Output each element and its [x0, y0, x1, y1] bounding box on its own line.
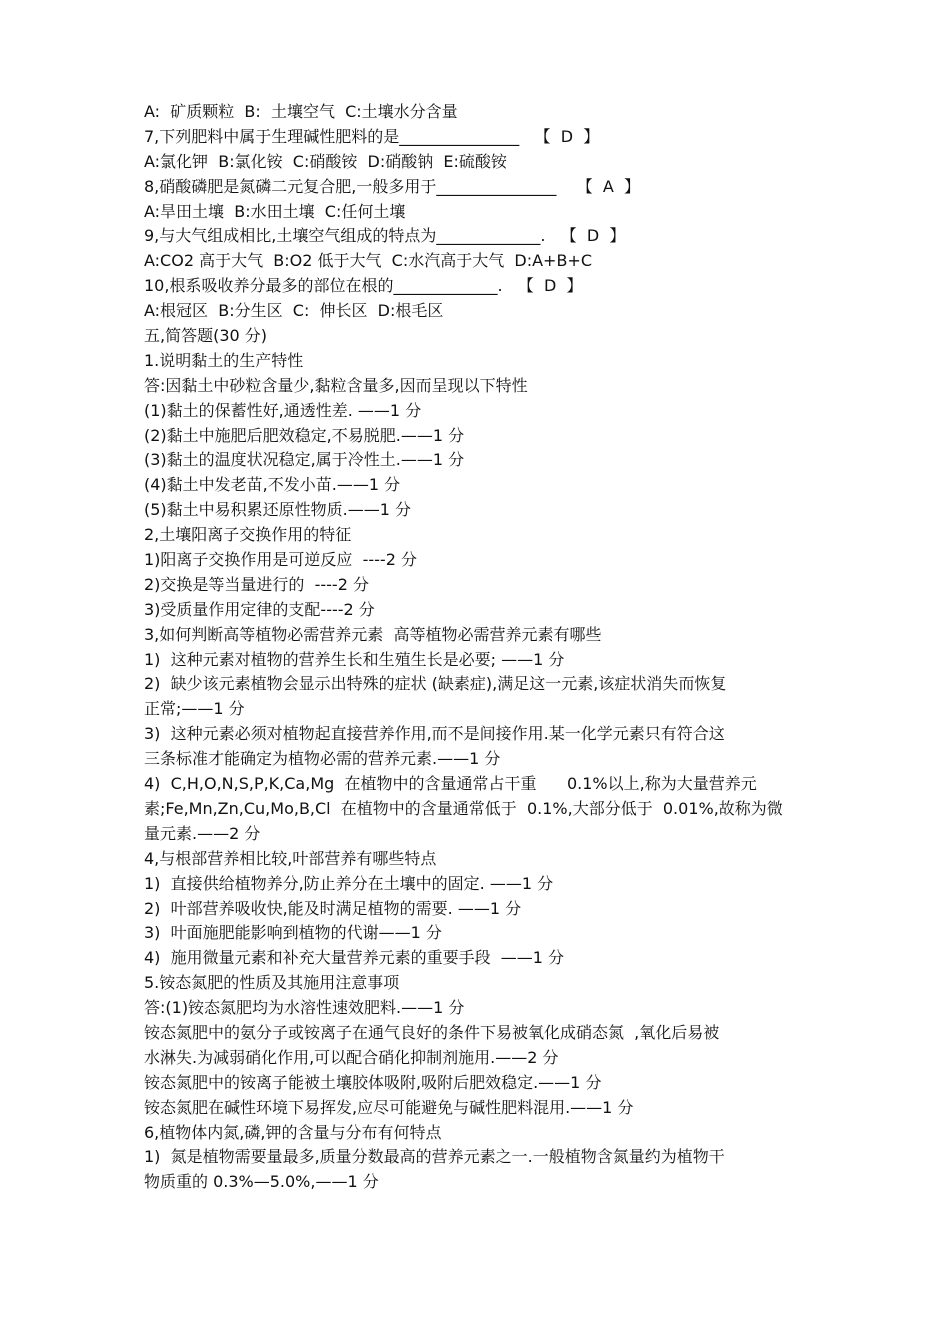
text-line: 3) 叶面施肥能影响到植物的代谢——1 分	[144, 923, 442, 943]
text-line: 5.铵态氮肥的性质及其施用注意事项	[144, 973, 400, 993]
text-line: 10,根系吸收养分最多的部位在根的_____________. 【 D 】	[144, 276, 583, 296]
text-line: (1)黏土的保蓄性好,通透性差. ——1 分	[144, 400, 422, 420]
text-line: 2,土壤阳离子交换作用的特征	[144, 525, 352, 545]
text-line: (3)黏土的温度状况稳定,属于冷性土.——1 分	[144, 450, 465, 470]
text-line: 4) C,H,O,N,S,P,K,Ca,Mg 在植物中的含量通常占干重 0.1%以上,称为大量营养元	[144, 774, 757, 794]
text-line: 1) 直接供给植物养分,防止养分在土壤中的固定. ——1 分	[144, 873, 554, 893]
text-line: 4) 施用微量元素和补充大量营养元素的重要手段 ——1 分	[144, 948, 565, 968]
text-line: 三条标准才能确定为植物必需的营养元素.——1 分	[144, 749, 501, 769]
document-page	[144, 100, 810, 1195]
text-line: 五,简答题(30 分)	[144, 326, 268, 346]
text-line: 铵态氮肥中的铵离子能被土壤胶体吸附,吸附后肥效稳定.——1 分	[144, 1072, 602, 1092]
text-line: 答:因黏土中砂粒含量少,黏粒含量多,因而呈现以下特性	[144, 375, 528, 395]
text-line: 2)交换是等当量进行的 ----2 分	[144, 574, 369, 594]
text-line: 铵态氮肥在碱性环境下易挥发,应尽可能避免与碱性肥料混用.——1 分	[144, 1097, 634, 1117]
text-line: (5)黏土中易积累还原性物质.——1 分	[144, 500, 412, 520]
text-line: 2) 缺少该元素植物会显示出特殊的症状 (缺素症),满足这一元素,该症状消失而恢复	[144, 674, 727, 694]
text-line: 9,与大气组成相比,土壤空气组成的特点为_____________. 【 D 】	[144, 226, 626, 246]
text-line: 物质重的 0.3%—5.0%,——1 分	[144, 1172, 379, 1192]
text-line: 1.说明黏土的生产特性	[144, 350, 304, 370]
text-line: A:根冠区 B:分生区 C: 伸长区 D:根毛区	[144, 301, 444, 321]
text-line: A:氯化钾 B:氯化铵 C:硝酸铵 D:硝酸钠 E:硫酸铵	[144, 151, 507, 171]
text-line: 3,如何判断高等植物必需营养元素 高等植物必需营养元素有哪些	[144, 624, 602, 644]
text-line: 3)受质量作用定律的支配----2 分	[144, 599, 375, 619]
text-line: 1) 氮是植物需要量最多,质量分数最高的营养元素之一.一般植物含氮量约为植物干	[144, 1147, 725, 1167]
text-line: 2) 叶部营养吸收快,能及时满足植物的需要. ——1 分	[144, 898, 522, 918]
text-line: (4)黏土中发老苗,不发小苗.——1 分	[144, 475, 401, 495]
text-line: 6,植物体内氮,磷,钾的含量与分布有何特点	[144, 1122, 442, 1142]
text-line: 答:(1)铵态氮肥均为水溶性速效肥料.——1 分	[144, 998, 465, 1018]
text-line: 1)阳离子交换作用是可逆反应 ----2 分	[144, 550, 417, 570]
text-line: (2)黏土中施肥后肥效稳定,不易脱肥.——1 分	[144, 425, 465, 445]
text-line: 4,与根部营养相比较,叶部营养有哪些特点	[144, 848, 437, 868]
text-line: A:CO2 高于大气 B:O2 低于大气 C:水汽高于大气 D:A+B+C	[144, 251, 593, 271]
text-line: 8,硝酸磷肥是氮磷二元复合肥,一般多用于_______________ 【 A 】	[144, 176, 640, 196]
text-line: 1) 这种元素对植物的营养生长和生殖生长是必要; ——1 分	[144, 649, 565, 669]
text-line: 7,下列肥料中属于生理碱性肥料的是_______________ 【 D 】	[144, 126, 600, 146]
text-line: 素;Fe,Mn,Zn,Cu,Mo,B,Cl 在植物中的含量通常低于 0.1%,大部分低于 0.01%,故称为微	[144, 798, 783, 818]
text-line: 3) 这种元素必须对植物起直接营养作用,而不是间接作用.某一化学元素只有符合这	[144, 724, 725, 744]
text-line: A: 矿质颗粒 B: 土壤空气 C:土壤水分含量	[144, 102, 458, 121]
text-line: A:旱田土壤 B:水田土壤 C:任何土壤	[144, 201, 406, 221]
text-line: 正常;——1 分	[144, 699, 245, 719]
text-line: 水淋失.为减弱硝化作用,可以配合硝化抑制剂施用.——2 分	[144, 1047, 559, 1067]
text-line: 量元素.——2 分	[144, 823, 261, 843]
text-line: 铵态氮肥中的氨分子或铵离子在通气良好的条件下易被氧化成硝态氮 ,氧化后易被	[144, 1022, 720, 1042]
